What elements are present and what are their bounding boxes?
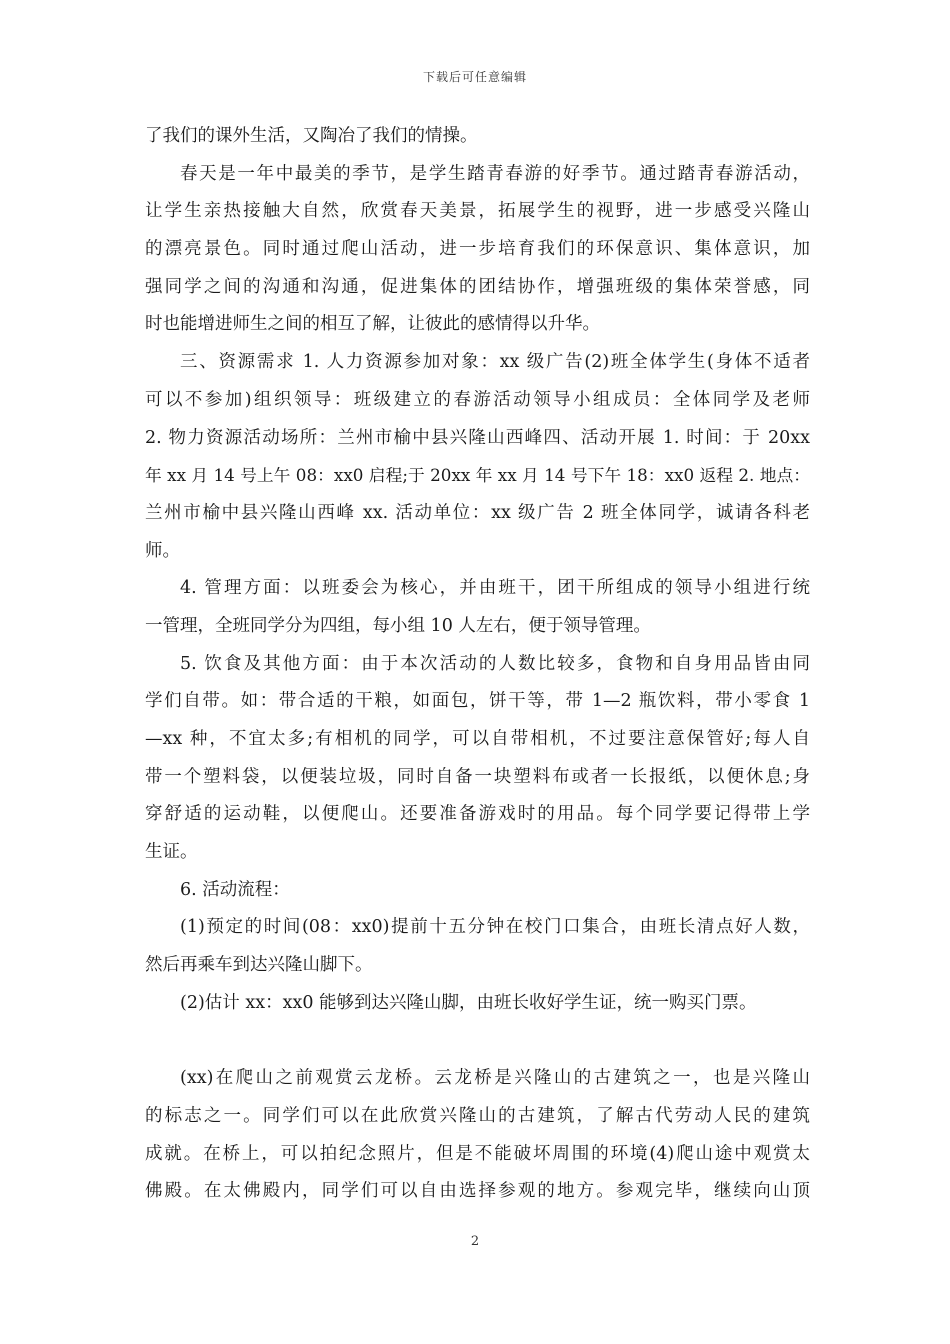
text-line: (xx)在爬山之前观赏云龙桥。云龙桥是兴隆山的古建筑之一，也是兴隆山 — [180, 1068, 810, 1089]
paragraph — [145, 344, 810, 570]
text-line: (2)估计 xx：xx0 能够到达兴隆山脚，由班长收好学生证，统一购买门票。 — [180, 992, 757, 1013]
text-line: 4. 管理方面：以班委会为核心，并由班干，团干所组成的领导小组进行统 — [180, 578, 810, 599]
text-line: 6. 活动流程： — [180, 879, 290, 900]
paragraph — [145, 156, 810, 344]
text-line: 穿舒适的运动鞋，以便爬山。还要准备游戏时的用品。每个同学要记得带上学 — [145, 804, 810, 825]
text-line: 的漂亮景色。同时通过爬山活动，进一步培育我们的环保意识、集体意识，加 — [145, 239, 810, 260]
paragraph — [145, 118, 810, 156]
text-line: 成就。在桥上，可以拍纪念照片，但是不能破坏周围的环境(4)爬山途中观赏太 — [145, 1143, 810, 1164]
text-line: —xx 种，不宜太多;有相机的同学，可以自带相机，不过要注意保管好;每人自 — [145, 729, 810, 749]
text-line: 时也能增进师生之间的相互了解，让彼此的感情得以升华。 — [145, 314, 600, 335]
text-line: 年 xx 月 14 号上午 08：xx0 启程;于 20xx 年 xx 月 14 号下午 18：xx0 返程 2. 地点： — [145, 465, 810, 486]
text-line: 然后再乘车到达兴隆山脚下。 — [145, 955, 373, 976]
text-line: 一管理，全班同学分为四组，每小组 10 人左右，便于领导管理。 — [145, 615, 651, 636]
document-body — [145, 118, 810, 1211]
text-line: 的标志之一。同学们可以在此欣赏兴隆山的古建筑，了解古代劳动人民的建筑 — [145, 1105, 810, 1126]
paragraph-gap — [145, 1023, 810, 1061]
page-number: 2 — [470, 1234, 480, 1249]
paragraph — [145, 872, 810, 910]
text-line: 5. 饮食及其他方面：由于本次活动的人数比较多，食物和自身用品皆由同 — [180, 653, 810, 674]
text-line: 生证。 — [145, 842, 198, 863]
paragraph — [145, 909, 810, 984]
text-line: 了我们的课外生活，又陶冶了我们的情操。 — [145, 126, 478, 146]
paragraph — [145, 570, 810, 645]
text-line: 师。 — [145, 540, 180, 561]
paragraph — [145, 985, 810, 1023]
paragraph — [145, 646, 810, 872]
text-line: 佛殿。在太佛殿内，同学们可以自由选择参观的地方。参观完毕，继续向山顶 — [145, 1181, 810, 1202]
text-line: 三、资源需求 1. 人力资源参加对象：xx 级广告(2)班全体学生(身体不适者 — [180, 352, 810, 373]
text-line: 让学生亲热接触大自然，欣赏春天美景，拓展学生的视野，进一步感受兴隆山 — [145, 201, 810, 222]
text-line: 春天是一年中最美的季节，是学生踏青春游的好季节。通过踏青春游活动， — [180, 163, 810, 184]
text-line: 学们自带。如：带合适的干粮，如面包，饼干等，带 1—2 瓶饮料，带小零食 1 — [145, 691, 810, 712]
text-line: 带一个塑料袋，以便装垃圾，同时自备一块塑料布或者一长报纸，以便休息;身 — [145, 766, 810, 787]
text-line: 兰州市榆中县兴隆山西峰 xx. 活动单位：xx 级广告 2 班全体同学，诚请各科老 — [145, 502, 810, 523]
page-header: 下载后可任意编辑 — [422, 70, 527, 84]
text-line: 2. 物力资源活动场所：兰州市榆中县兴隆山西峰四、活动开展 1. 时间：于 20xx — [145, 427, 810, 448]
paragraph — [145, 1060, 810, 1211]
text-line: (1)预定的时间(08：xx0)提前十五分钟在校门口集合，由班长清点好人数， — [180, 917, 810, 938]
text-line: 强同学之间的沟通和沟通，促进集体的团结协作，增强班级的集体荣誉感，同 — [145, 276, 810, 297]
text-line: 可以不参加)组织领导：班级建立的春游活动领导小组成员：全体同学及老师 — [145, 389, 810, 410]
